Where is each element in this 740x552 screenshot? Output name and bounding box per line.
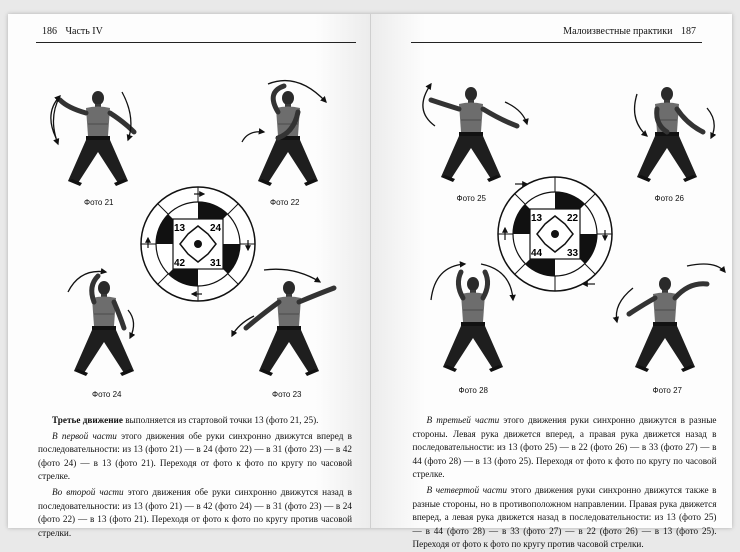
photo-24 xyxy=(44,266,164,388)
left-para-1-rest: выполняется из стартовой точки 13 (фото 21, 25). xyxy=(122,415,319,425)
left-para-3-lead: Во второй части xyxy=(52,486,124,497)
photo-26 xyxy=(607,74,727,194)
wheel-left-number-24: 24 xyxy=(210,223,222,234)
wheel-right-number-13: 13 xyxy=(530,213,542,224)
left-para-1-lead: Третье движение xyxy=(52,415,123,425)
right-para-1-lead: В третьей части xyxy=(426,415,500,425)
left-para-2-lead: В первой части xyxy=(52,430,117,441)
wheel-right-number-44: 44 xyxy=(530,248,542,259)
wheel-left-number-42: 42 xyxy=(174,258,186,269)
right-para-1 xyxy=(413,414,717,482)
right-body-text xyxy=(413,414,717,552)
left-section-title: Часть IV xyxy=(65,26,103,37)
right-para-2 xyxy=(413,484,717,552)
left-para-3 xyxy=(38,486,352,540)
caption-photo-21: Фото 21 xyxy=(84,198,114,207)
photo-22 xyxy=(228,74,348,198)
book-spread xyxy=(8,14,732,550)
right-section-title: Малоизвестные практики xyxy=(563,26,673,37)
photo-27 xyxy=(603,260,729,384)
left-body-text xyxy=(38,414,352,540)
photo-23 xyxy=(224,266,354,388)
wheel-right-number-33: 33 xyxy=(566,248,578,259)
left-para-3-rest: этого движения обе руки синхронно движутся назад в последовательности: из 13 (фото 21) — в 42 (фото 24) — в 31 (фото 23) — в 24 (фото 22) — в 13 (фото 21). Переходя от фото к фото по кругу против часовой стрелки. xyxy=(38,486,352,538)
right-page-header xyxy=(563,26,702,37)
right-page xyxy=(371,14,733,550)
caption-photo-25: Фото 25 xyxy=(456,194,486,203)
left-header-rule xyxy=(36,42,356,43)
left-page-number: 186 xyxy=(42,26,57,37)
wheel-left-number-31: 31 xyxy=(210,258,222,269)
left-para-2-rest: этого движения обе руки синхронно движутся вперед в последовательности: из 13 (фото 21) — в 24 (фото 22) — в 31 (фото 23) — в 42 (фото 24) — в 13 (фото 21). Переходя от фото к фото по кругу по часовой стрелке. xyxy=(38,430,352,482)
photo-21 xyxy=(38,78,158,198)
caption-photo-27: Фото 27 xyxy=(652,386,682,395)
left-para-2 xyxy=(38,430,352,484)
right-header-rule xyxy=(411,42,703,43)
wheel-right-number-22: 22 xyxy=(566,213,578,224)
caption-photo-28: Фото 28 xyxy=(458,386,488,395)
right-para-2-lead: В четвертой части xyxy=(426,484,508,495)
left-page xyxy=(8,14,371,538)
right-para-2-rest: этого движения руки синхронно движутся также в разные стороны, но в противоположном направлении. Правая рука движется вперед, а левая рука движется назад в последовательности: из 13 (фото 25) — в 44 (фото 28) — в 33 (фото 27) — в 22 (фото 26) — в 13 (фото 25). Переходя от фото к фото по кругу против часовой стрелки. xyxy=(412,484,717,550)
left-page-header xyxy=(36,26,103,37)
left-para-1 xyxy=(38,414,352,428)
caption-photo-23: Фото 23 xyxy=(272,390,302,399)
wheel-left-number-13: 13 xyxy=(174,223,186,234)
caption-photo-22: Фото 22 xyxy=(270,198,300,207)
right-page-number: 187 xyxy=(681,26,696,37)
right-para-1-rest: этого движения руки синхронно движутся в разные стороны. Левая рука движется вперед, а правая рука движется назад в последовательности: из 13 (фото 25) — в 22 (фото 26) — в 33 (фото 27) — в 44 (фото 28) — в 13 (фото 25). Переходя от фото к фото по кругу по часовой стрелке. xyxy=(412,415,717,480)
caption-photo-24: Фото 24 xyxy=(92,390,122,399)
photo-28 xyxy=(411,260,535,384)
caption-photo-26: Фото 26 xyxy=(654,194,684,203)
